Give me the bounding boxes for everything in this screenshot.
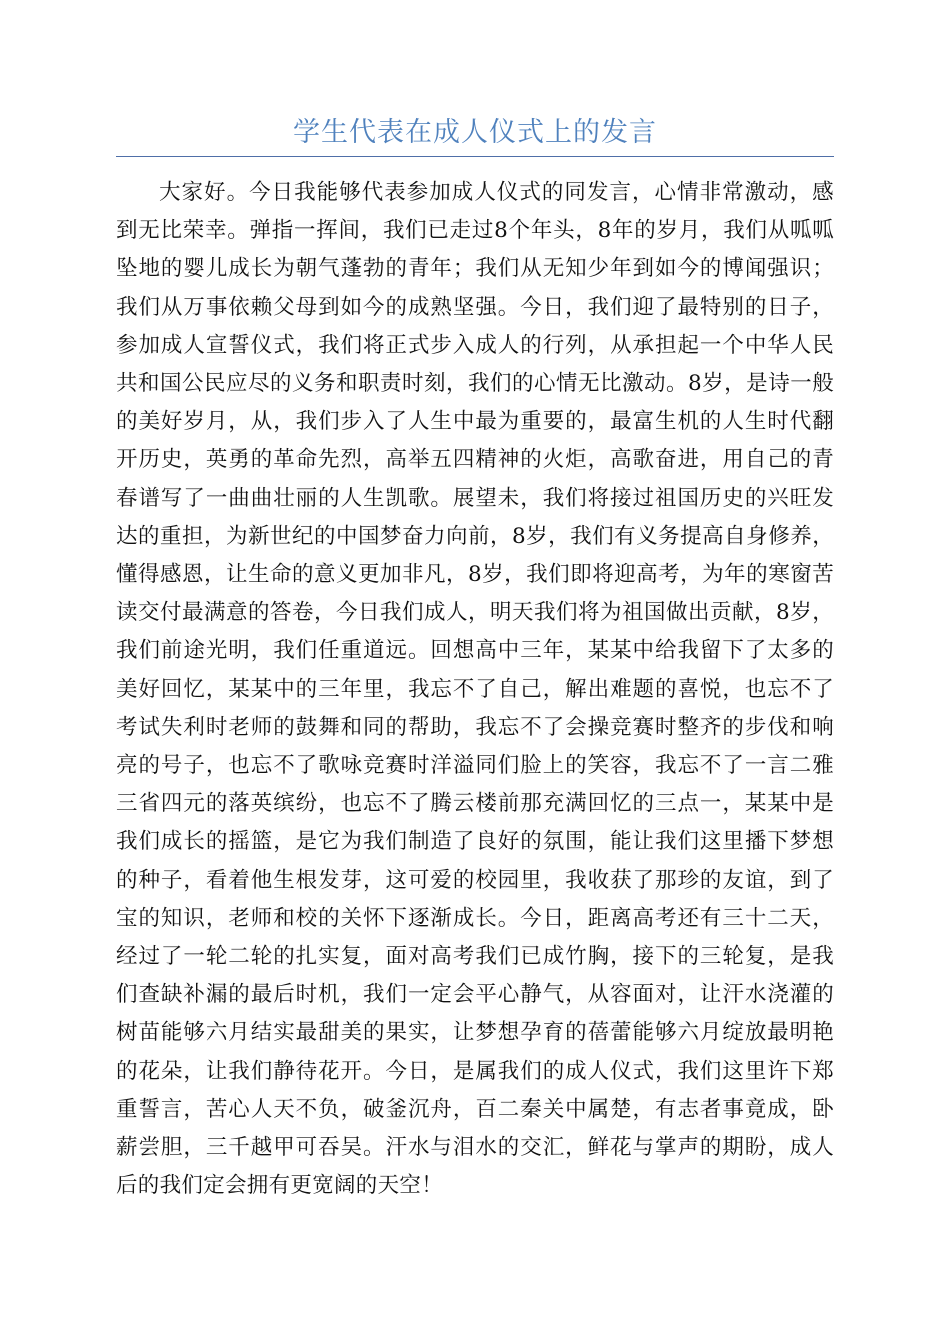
document-title: 学生代表在成人仪式上的发言 [293, 117, 657, 148]
body-paragraph: 大家好。今日我能够代表参加成人仪式的同发言，心情非常激动，感到无比荣幸。弹指一挥间，我们已走过8个年头，8年的岁月，我们从呱呱坠地的婴儿成长为朝气蓬勃的青年；我们从无知少年到如今的博闻强识；我们从万事依赖父母到如今的成熟坚强。今日，我们迎了最特别的日子，参加成人宣誓仪式，我们将正式步入成人的行列，从承担起一个中华人民共和国公民应尽的义务和职责时刻，我们的心情无比激动。8岁，是诗一般的美好岁月，从，我们步入了人生中最为重要的，最富生机的人生时代翻开历史，英勇的革命先烈，高举五四精神的火炬，高歌奋进，用自己的青春谱写了一曲曲壮丽的人生凯歌。展望未，我们将接过祖国历史的兴旺发达的重担，为新世纪的中国梦奋力向前，8岁，我们有义务提高自身修养，懂得感恩，让生命的意义更加非凡，8岁，我们即将迎高考，为年的寒窗苦读交付最满意的答卷，今日我们成人，明天我们将为祖国做出贡献，8岁，我们前途光明，我们任重道远。回想高中三年，某某中给我留下了太多的美好回忆，某某中的三年里，我忘不了自己，解出难题的喜悦，也忘不了考试失利时老师的鼓舞和同的帮助，我忘不了会操竞赛时整齐的步伐和响亮的号子，也忘不了歌咏竞赛时洋溢同们脸上的笑容，我忘不了一言二雅三省四元的落英缤纷，也忘不了腾云楼前那充满回忆的三点一，某某中是我们成长的摇篮，是它为我们制造了良好的氛围，能让我们这里播下梦想的种子，看着他生根发芽，这可爱的校园里，我收获了那珍的友谊，到了宝的知识，老师和校的关怀下逐渐成长。今日，距离高考还有三十二天，经过了一轮二轮的扎实复，面对高考我们已成竹胸，接下的三轮复，是我们查缺补漏的最后时机，我们一定会平心静气，从容面对，让汗水浇灌的树苗能够六月结实最甜美的果实，让梦想孕育的蓓蕾能够六月绽放最明艳的花朵，让我们静待花开。今日，是属我们的成人仪式，我们这里许下郑重誓言，苦心人天不负，破釜沉舟，百二秦关中属楚，有志者事竟成，卧薪尝胆，三千越甲可吞吴。汗水与泪水的交汇，鲜花与掌声的期盼，成人后的我们定会拥有更宽阔的天空！ [116, 180, 834, 1199]
title-block [116, 110, 834, 157]
